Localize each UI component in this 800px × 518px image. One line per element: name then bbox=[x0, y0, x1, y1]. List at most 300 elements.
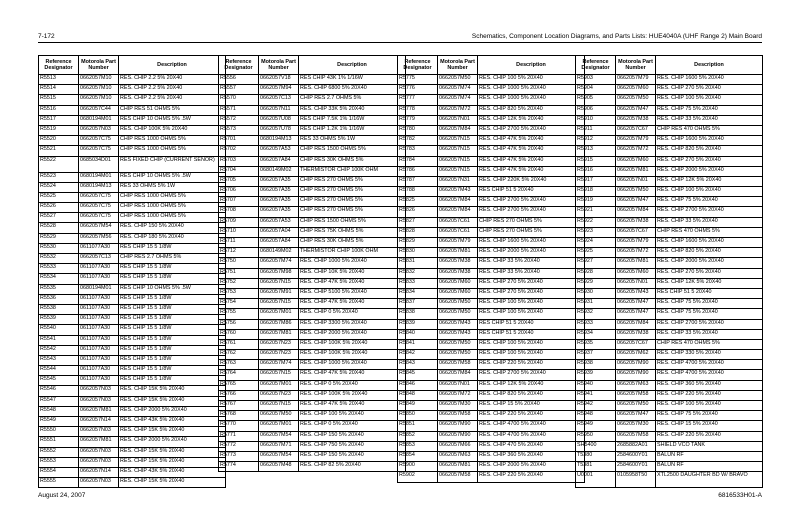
table-row bbox=[219, 360, 406, 370]
table-row bbox=[576, 197, 763, 207]
part-number-cell: 0662057M30 bbox=[616, 421, 656, 431]
description-cell: RES. CHIP 270 5% 20X40 bbox=[656, 156, 763, 166]
description-cell: RES. CHIP 12K 5% 20X40 bbox=[656, 278, 763, 288]
description-cell: RES CHIP 10 OHMS 5% .5W bbox=[119, 115, 226, 125]
part-number-cell: 0662057V18 bbox=[259, 75, 299, 85]
description-cell: RES. CHIP 0 5% 20X40 bbox=[299, 380, 406, 390]
description-cell: CHIP RES 270 OHMS 5% bbox=[478, 227, 585, 237]
table-header-row bbox=[219, 56, 406, 75]
description-cell: CHIP RES 270 OHMS 5% bbox=[299, 197, 406, 207]
part-number-cell: 0662057N23 bbox=[259, 390, 299, 400]
part-number-cell: 0662057C61 bbox=[438, 217, 478, 227]
part-number-cell: 0662057M74 bbox=[259, 360, 299, 370]
part-number-cell: 0662057M58 bbox=[616, 390, 656, 400]
description-cell: RES CHIP 10 OHMS 5% .5W bbox=[119, 172, 226, 182]
description-cell: RES CHIP 15 5 1/8W bbox=[119, 315, 226, 325]
part-number-cell: 0662057N31 bbox=[438, 176, 478, 186]
reference-cell: R5832 bbox=[398, 268, 438, 278]
reference-cell: R5845 bbox=[398, 370, 438, 380]
description-cell: RES. CHIP 1600 5% 20X40 bbox=[478, 238, 585, 248]
part-number-cell: 0662057A35 bbox=[259, 197, 299, 207]
description-cell: CHIP RES 270 OHMS 5% bbox=[299, 187, 406, 197]
description-cell: RES. CHIP 2000 5% 20X40 bbox=[656, 258, 763, 268]
part-number-cell: 0662057A35 bbox=[259, 187, 299, 197]
table-row bbox=[219, 238, 406, 248]
description-cell: RES. CHIP 220 5% 20X40 bbox=[656, 431, 763, 441]
reference-cell: R5838 bbox=[398, 309, 438, 319]
part-number-cell: 0611077A30 bbox=[79, 366, 119, 376]
description-cell: CHIP RES 1000 OHMS 5% bbox=[119, 213, 226, 223]
table-row bbox=[398, 278, 585, 288]
part-number-cell: 0662057C75 bbox=[79, 203, 119, 213]
reference-cell: SH5400 bbox=[576, 441, 616, 451]
table-row bbox=[398, 411, 585, 421]
table-row bbox=[219, 95, 406, 105]
table-row bbox=[39, 85, 226, 95]
description-cell: RES CHIP 51 5 20X40 bbox=[478, 329, 585, 339]
description-cell: RES. CHIP 360 5% 20X40 bbox=[478, 451, 585, 461]
reference-cell: R5782 bbox=[398, 136, 438, 146]
table-row bbox=[39, 284, 226, 294]
reference-cell: R5526 bbox=[39, 203, 79, 213]
table-row bbox=[398, 125, 585, 135]
table-row bbox=[576, 350, 763, 360]
description-cell: RES CHIP 15 5 1/8W bbox=[119, 304, 226, 314]
part-number-cell: 0662057M71 bbox=[259, 441, 299, 451]
part-number-cell: 0662057M43 bbox=[438, 319, 478, 329]
part-number-cell: 0662057M43 bbox=[438, 187, 478, 197]
table-row bbox=[219, 411, 406, 421]
reference-cell: R5767 bbox=[219, 401, 259, 411]
table-row bbox=[576, 156, 763, 166]
part-number-cell: 0662057M81 bbox=[259, 329, 299, 339]
reference-cell: R5935 bbox=[576, 339, 616, 349]
table-row bbox=[576, 268, 763, 278]
col-header-description: Description bbox=[299, 56, 406, 75]
table-row bbox=[219, 207, 406, 217]
table-row bbox=[398, 431, 585, 441]
table-row bbox=[39, 156, 226, 172]
table-row bbox=[576, 85, 763, 95]
reference-cell: R5570 bbox=[219, 95, 259, 105]
description-cell: CHIP RES 470 OHMS 5% bbox=[656, 339, 763, 349]
reference-cell: R5572 bbox=[219, 115, 259, 125]
part-number-cell: 0662057M84 bbox=[616, 207, 656, 217]
col-header-reference: Reference Designator bbox=[398, 56, 438, 75]
part-number-cell: 0662057M50 bbox=[438, 75, 478, 85]
description-cell: RES. CHIP 100K 5% 20X40 bbox=[299, 350, 406, 360]
part-number-cell: 0662057N03 bbox=[79, 396, 119, 406]
part-number-cell: 0680194M13 bbox=[79, 182, 119, 192]
reference-cell: R5784 bbox=[398, 156, 438, 166]
part-number-cell: 0662057N15 bbox=[438, 136, 478, 146]
table-row bbox=[219, 299, 406, 309]
description-cell: RES. CHIP 47K 5% 20X40 bbox=[299, 370, 406, 380]
table-row bbox=[39, 335, 226, 345]
part-number-cell: 0662057M38 bbox=[616, 217, 656, 227]
description-cell: RES. CHIP 220 5% 20X40 bbox=[656, 390, 763, 400]
reference-cell: R5776 bbox=[398, 85, 438, 95]
reference-cell: R5704 bbox=[219, 166, 259, 176]
col-header-part-number: Motorola Part Number bbox=[259, 56, 299, 75]
part-number-cell: 0662057A04 bbox=[259, 227, 299, 237]
reference-cell: R5543 bbox=[39, 355, 79, 365]
description-cell: RES. CHIP 220K 5% 20X40 bbox=[478, 176, 585, 186]
description-cell: CHIP RES 1500 OHMS 5% bbox=[299, 217, 406, 227]
reference-cell: R5778 bbox=[398, 105, 438, 115]
description-cell: RES CHIP 15 5 1/8W bbox=[119, 335, 226, 345]
description-cell: RES. CHIP 1600 5% 20X40 bbox=[656, 238, 763, 248]
table-row bbox=[39, 105, 226, 115]
part-number-cell: 0662057U78 bbox=[259, 125, 299, 135]
part-number-cell: 0662057M60 bbox=[616, 268, 656, 278]
part-number-cell: 0662057M81 bbox=[616, 258, 656, 268]
table-row bbox=[219, 278, 406, 288]
part-number-cell: 0662057M81 bbox=[438, 462, 478, 472]
table-row bbox=[219, 105, 406, 115]
part-number-cell: 0662057N01 bbox=[438, 115, 478, 125]
description-cell: RES. CHIP 1000 5% 20X40 bbox=[299, 258, 406, 268]
description-cell: RES. CHIP 3300 5% 20X40 bbox=[299, 319, 406, 329]
description-cell: CHIP RES 30K OHMS 5% bbox=[299, 238, 406, 248]
table-row bbox=[398, 95, 585, 105]
table-row bbox=[219, 451, 406, 461]
table-row bbox=[398, 350, 585, 360]
table-row bbox=[398, 217, 585, 227]
table-row bbox=[39, 417, 226, 427]
part-number-cell: 0662057M90 bbox=[616, 360, 656, 370]
reference-cell: R5756 bbox=[219, 319, 259, 329]
table-row bbox=[576, 75, 763, 85]
table-header-row bbox=[39, 56, 226, 75]
part-number-cell: 0662057M58 bbox=[438, 360, 478, 370]
reference-cell: R5705 bbox=[219, 176, 259, 186]
description-cell: RES. CHIP 1000 5% 20X40 bbox=[478, 85, 585, 95]
table-row bbox=[398, 258, 585, 268]
footer-doc-number: 6816533H01-A bbox=[718, 492, 762, 499]
part-number-cell: 0611077A30 bbox=[79, 325, 119, 335]
table-row bbox=[398, 166, 585, 176]
description-cell: RES. CHIP 100 5% 20X40 bbox=[478, 350, 585, 360]
table-row bbox=[39, 115, 226, 125]
table-row bbox=[398, 105, 585, 115]
reference-cell: R5764 bbox=[219, 370, 259, 380]
table-row bbox=[576, 309, 763, 319]
table-row bbox=[219, 319, 406, 329]
reference-cell: R5830 bbox=[398, 248, 438, 258]
description-cell: RES. CHIP 1000 5% 20X40 bbox=[299, 360, 406, 370]
description-cell: RES. CHIP 47K 5% 20X40 bbox=[478, 156, 585, 166]
description-cell: RES. CHIP 12K 5% 20X40 bbox=[478, 115, 585, 125]
description-cell: RES. CHIP 100 5% 20X40 bbox=[478, 309, 585, 319]
description-cell: RES. CHIP 330 5% 20X40 bbox=[656, 350, 763, 360]
table-row bbox=[398, 248, 585, 258]
description-cell: RES. CHIP 33K 5% 20X40 bbox=[299, 105, 406, 115]
description-cell: CHIP RES 1500 OHMS 5% bbox=[299, 146, 406, 156]
description-cell: RES CHIP 15 5 1/8W bbox=[119, 366, 226, 376]
table-row bbox=[219, 401, 406, 411]
table-row bbox=[219, 421, 406, 431]
description-cell: RES. CHIP 2700 5% 20X40 bbox=[478, 197, 585, 207]
table-row bbox=[39, 376, 226, 386]
description-cell: RES. CHIP 2700 5% 20X40 bbox=[656, 207, 763, 217]
description-cell: RES. CHIP 150 5% 20X40 bbox=[119, 223, 226, 233]
part-number-cell: 0662057M01 bbox=[259, 421, 299, 431]
reference-cell: R5766 bbox=[219, 390, 259, 400]
table-row bbox=[39, 95, 226, 105]
table-row bbox=[576, 95, 763, 105]
part-number-cell: 0662057M01 bbox=[259, 380, 299, 390]
reference-cell: R5852 bbox=[398, 431, 438, 441]
description-cell: RES. CHIP 2000 5% 20X40 bbox=[656, 166, 763, 176]
description-cell: CHIP RES 470 OHMS 5% bbox=[656, 227, 763, 237]
reference-cell: R5552 bbox=[39, 447, 79, 457]
table-row bbox=[39, 213, 226, 223]
description-cell: RES. CHIP 47K 5% 20X40 bbox=[299, 401, 406, 411]
description-cell: CHIP RES 270 OHMS 5% bbox=[478, 217, 585, 227]
reference-cell: R5762 bbox=[219, 350, 259, 360]
description-cell: RES. CHIP 43K 5% 20X40 bbox=[119, 417, 226, 427]
reference-cell: R5553 bbox=[39, 457, 79, 467]
table-row bbox=[398, 319, 585, 329]
table-row bbox=[39, 172, 226, 182]
reference-cell: R5929 bbox=[576, 278, 616, 288]
part-number-cell: 0662057N15 bbox=[259, 370, 299, 380]
parts-table-4 bbox=[575, 55, 763, 488]
description-cell: RES. CHIP 2000 5% 20X40 bbox=[299, 329, 406, 339]
part-number-cell: 0662057C61 bbox=[438, 227, 478, 237]
description-cell: RES. CHIP 4700 5% 20X40 bbox=[656, 360, 763, 370]
reference-cell: R5545 bbox=[39, 376, 79, 386]
description-cell: RES. CHIP 100 5% 20X40 bbox=[478, 339, 585, 349]
table-row bbox=[219, 339, 406, 349]
part-number-cell: 0662057M60 bbox=[438, 288, 478, 298]
part-number-cell: 0662057M50 bbox=[438, 339, 478, 349]
description-cell: RES. CHIP 4700 5% 20X40 bbox=[478, 431, 585, 441]
reference-cell: R5750 bbox=[219, 258, 259, 268]
reference-cell: R5768 bbox=[219, 411, 259, 421]
reference-cell: R5771 bbox=[219, 431, 259, 441]
table-row bbox=[39, 233, 226, 243]
table-row bbox=[219, 176, 406, 186]
table-row bbox=[219, 329, 406, 339]
reference-cell: R5556 bbox=[219, 75, 259, 85]
reference-cell: R5903 bbox=[576, 75, 616, 85]
reference-cell: R5842 bbox=[398, 350, 438, 360]
part-number-cell: 0662057A35 bbox=[259, 176, 299, 186]
table-row bbox=[576, 370, 763, 380]
description-cell: RES. CHIP 15 5% 20X40 bbox=[656, 421, 763, 431]
part-number-cell: 0662057M48 bbox=[259, 462, 299, 472]
part-number-cell: 0662057C75 bbox=[79, 213, 119, 223]
table-row bbox=[219, 197, 406, 207]
col-header-description: Description bbox=[478, 56, 585, 75]
reference-cell: R5916 bbox=[576, 166, 616, 176]
description-cell: RES. CHIP 2.2 5% 20X40 bbox=[119, 85, 226, 95]
part-number-cell: 0662057M91 bbox=[259, 288, 299, 298]
part-number-cell: 0662057A53 bbox=[259, 146, 299, 156]
table-row bbox=[39, 304, 226, 314]
reference-cell: R5541 bbox=[39, 335, 79, 345]
part-number-cell: 0662057M10 bbox=[79, 75, 119, 85]
part-number-cell: 0662057M54 bbox=[79, 223, 119, 233]
reference-cell: R5912 bbox=[576, 136, 616, 146]
table-row bbox=[398, 187, 585, 197]
part-number-cell: 0611077A30 bbox=[79, 355, 119, 365]
part-number-cell: 0662057N23 bbox=[259, 350, 299, 360]
part-number-cell: 0662057M63 bbox=[438, 451, 478, 461]
reference-cell: R5932 bbox=[576, 309, 616, 319]
description-cell: RES. CHIP 820 5% 20X40 bbox=[478, 105, 585, 115]
reference-cell: R5516 bbox=[39, 105, 79, 115]
reference-cell: R5708 bbox=[219, 207, 259, 217]
description-cell: RES. CHIP 100 5% 20X40 bbox=[656, 187, 763, 197]
part-number-cell: 0662057M50 bbox=[616, 95, 656, 105]
description-cell: RES. CHIP 100K 5% 20X40 bbox=[299, 390, 406, 400]
reference-cell: R5849 bbox=[398, 401, 438, 411]
table-row bbox=[39, 75, 226, 85]
part-number-cell: 2584600Y01 bbox=[616, 451, 656, 461]
description-cell: RES CHIP 51 5 20X40 bbox=[656, 288, 763, 298]
reference-cell: T5381 bbox=[576, 462, 616, 472]
table-row bbox=[219, 115, 406, 125]
reference-cell: R5755 bbox=[219, 309, 259, 319]
description-cell: RES. CHIP 100 5% 20X40 bbox=[299, 411, 406, 421]
description-cell: RES 33 OHMS 5% 1W bbox=[299, 136, 406, 146]
table-row bbox=[576, 329, 763, 339]
part-number-cell: 0662057N23 bbox=[259, 339, 299, 349]
reference-cell: R5753 bbox=[219, 288, 259, 298]
reference-cell: R5927 bbox=[576, 258, 616, 268]
part-number-cell: 0662057N03 bbox=[79, 125, 119, 135]
description-cell: RES. CHIP 820 5% 20X40 bbox=[656, 248, 763, 258]
part-number-cell: 0662057M62 bbox=[616, 350, 656, 360]
table-row bbox=[576, 411, 763, 421]
part-number-cell: 0662057N15 bbox=[259, 278, 299, 288]
description-cell: RES. CHIP 270 5% 20X40 bbox=[478, 278, 585, 288]
description-cell: RES. CHIP 820 5% 20X40 bbox=[656, 146, 763, 156]
table-row bbox=[39, 478, 226, 488]
part-number-cell: 0662057M79 bbox=[438, 238, 478, 248]
description-cell: RES. CHIP 12K 5% 20X40 bbox=[656, 176, 763, 186]
reference-cell: R5788 bbox=[398, 187, 438, 197]
table-row bbox=[576, 187, 763, 197]
table-row bbox=[398, 329, 585, 339]
reference-cell: R5773 bbox=[219, 451, 259, 461]
part-number-cell: 0662057M79 bbox=[616, 238, 656, 248]
part-number-cell: 0662057M74 bbox=[438, 85, 478, 95]
col-header-description: Description bbox=[119, 56, 226, 75]
description-cell: RES. CHIP 33 5% 20X40 bbox=[478, 268, 585, 278]
description-cell: THERMISTOR CHIP 100K OHM bbox=[299, 248, 406, 258]
reference-cell: R5846 bbox=[398, 380, 438, 390]
table-row bbox=[219, 227, 406, 237]
reference-cell: R5854 bbox=[398, 451, 438, 461]
table-row bbox=[219, 370, 406, 380]
reference-cell: R5853 bbox=[398, 441, 438, 451]
description-cell: RES. CHIP 820 5% 20X40 bbox=[478, 390, 585, 400]
part-number-cell: 0662057M50 bbox=[616, 187, 656, 197]
description-cell: RES CHIP 43K 1% 1/16W bbox=[299, 75, 406, 85]
description-cell: RES. CHIP 47K 5% 20X40 bbox=[478, 146, 585, 156]
reference-cell: R5546 bbox=[39, 386, 79, 396]
reference-cell: R5924 bbox=[576, 238, 616, 248]
part-number-cell: 0662057M60 bbox=[438, 278, 478, 288]
part-number-cell: 0662057M74 bbox=[259, 258, 299, 268]
reference-cell: R5772 bbox=[219, 441, 259, 451]
table-row bbox=[398, 421, 585, 431]
part-number-cell: 0680194M01 bbox=[79, 172, 119, 182]
description-cell: CHIP RES 1000 OHMS 5% bbox=[119, 146, 226, 156]
reference-cell: R5915 bbox=[576, 156, 616, 166]
part-number-cell: 0105958T50 bbox=[616, 472, 656, 488]
table-row bbox=[576, 248, 763, 258]
description-cell: RES CHIP 15 5 1/8W bbox=[119, 274, 226, 284]
table-row bbox=[576, 176, 763, 186]
description-cell: RES. CHIP 47K 5% 20X40 bbox=[299, 278, 406, 288]
reference-cell: R5549 bbox=[39, 417, 79, 427]
reference-cell: R5542 bbox=[39, 345, 79, 355]
table-row bbox=[219, 309, 406, 319]
reference-cell: R5942 bbox=[576, 401, 616, 411]
part-number-cell: 0662057M72 bbox=[438, 390, 478, 400]
reference-cell: R5837 bbox=[398, 299, 438, 309]
description-cell: CHIP RES 1000 OHMS 5% bbox=[119, 203, 226, 213]
reference-cell: R5707 bbox=[219, 197, 259, 207]
part-number-cell: 0662057N03 bbox=[79, 427, 119, 437]
reference-cell: R5843 bbox=[398, 360, 438, 370]
description-cell: RES. CHIP 360 5% 20X40 bbox=[656, 380, 763, 390]
part-number-cell: 0662057M81 bbox=[438, 248, 478, 258]
part-number-cell: 0611077A30 bbox=[79, 376, 119, 386]
part-number-cell: 0662057M90 bbox=[438, 421, 478, 431]
part-number-cell: 0662057A84 bbox=[259, 156, 299, 166]
description-cell: RES. CHIP 33 5% 20X40 bbox=[656, 115, 763, 125]
reference-cell: R5826 bbox=[398, 207, 438, 217]
table-row bbox=[219, 248, 406, 258]
reference-cell: R5527 bbox=[39, 213, 79, 223]
reference-cell: R5529 bbox=[39, 233, 79, 243]
part-number-cell: 0662057M84 bbox=[438, 207, 478, 217]
reference-cell: R5829 bbox=[398, 238, 438, 248]
table-row bbox=[398, 462, 585, 472]
table-row bbox=[576, 390, 763, 400]
reference-cell: R5532 bbox=[39, 254, 79, 264]
reference-cell: R5827 bbox=[398, 217, 438, 227]
part-number-cell: 0662057M72 bbox=[616, 248, 656, 258]
reference-cell: R5538 bbox=[39, 304, 79, 314]
description-cell: RES CHIP 15 5 1/8W bbox=[119, 294, 226, 304]
table-row bbox=[219, 288, 406, 298]
description-cell: RES. CHIP 33 5% 20X40 bbox=[478, 258, 585, 268]
part-number-cell: 0662057M98 bbox=[259, 268, 299, 278]
reference-cell: R5833 bbox=[398, 278, 438, 288]
part-number-cell: 0662057C67 bbox=[616, 227, 656, 237]
part-number-cell: 0662057M56 bbox=[79, 233, 119, 243]
description-cell: RES CHIP 51 5 20X40 bbox=[478, 187, 585, 197]
reference-cell: R5763 bbox=[219, 360, 259, 370]
part-number-cell: 0662057M58 bbox=[616, 431, 656, 441]
description-cell: RES CHIP 7.5K 1% 1/16W bbox=[299, 115, 406, 125]
part-number-cell: 0662057N15 bbox=[259, 299, 299, 309]
part-number-cell: 0662057M72 bbox=[438, 105, 478, 115]
description-cell: RES CHIP 15 5 1/8W bbox=[119, 355, 226, 365]
reference-cell: R5754 bbox=[219, 299, 259, 309]
table-row bbox=[219, 136, 406, 146]
table-row bbox=[576, 288, 763, 298]
reference-cell: R5930 bbox=[576, 288, 616, 298]
part-number-cell: 0662057C44 bbox=[79, 105, 119, 115]
